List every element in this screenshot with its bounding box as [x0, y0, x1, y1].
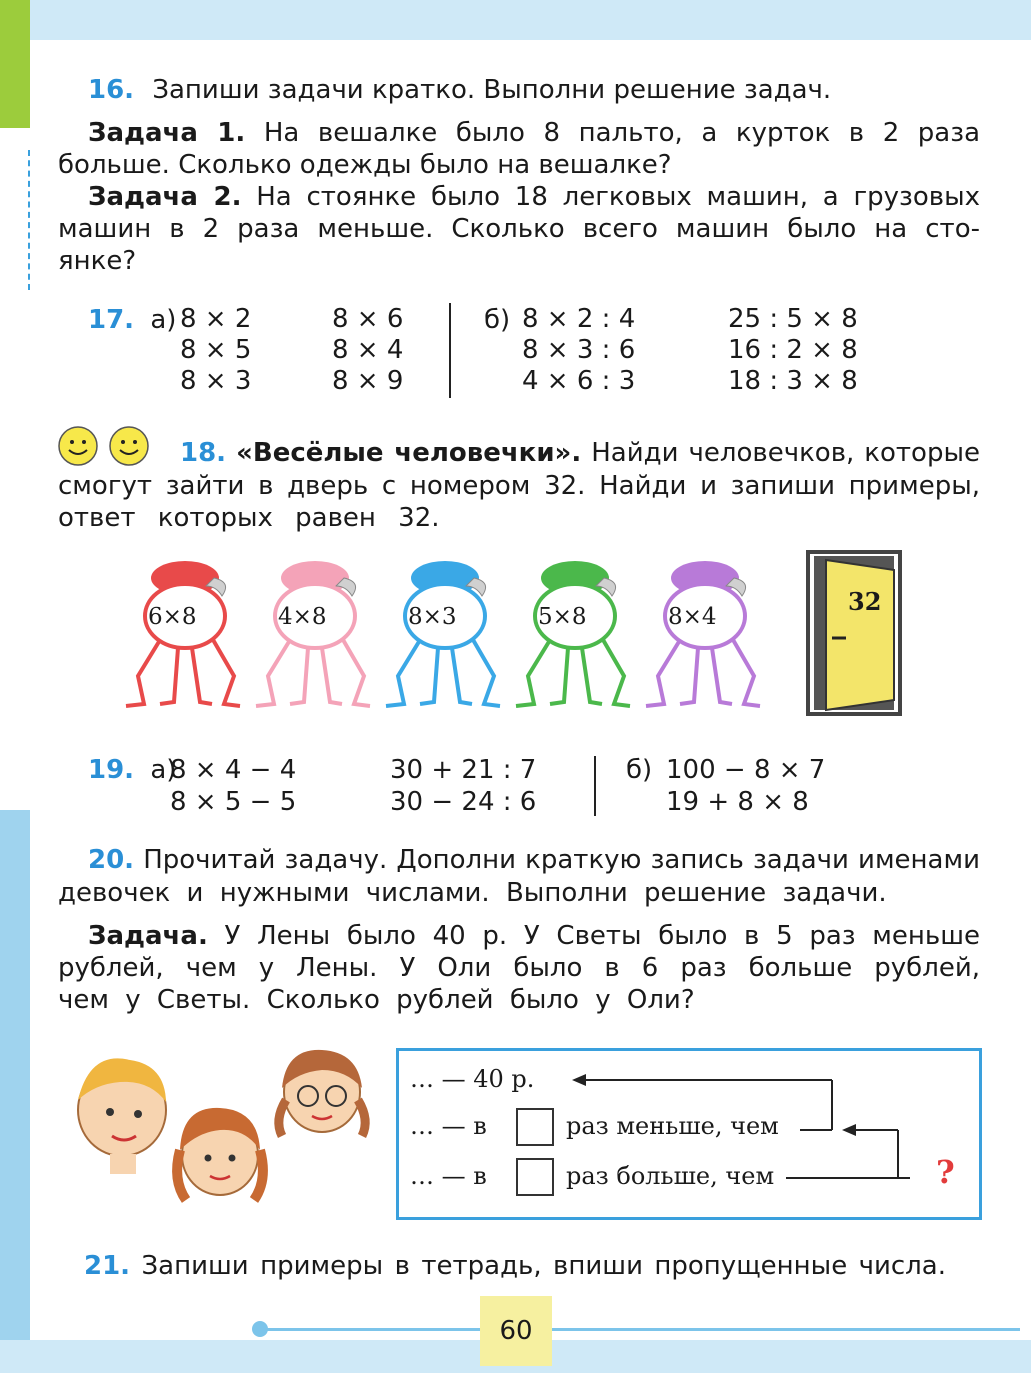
girl-face-left: [78, 1058, 166, 1174]
person-expression: 8×3: [408, 604, 457, 630]
expression: 8 × 5: [180, 335, 252, 365]
person-expression: 5×8: [538, 604, 587, 630]
task1-line1: Задача 1. На вешалке было 8 пальто, а курток в 2 раза: [88, 118, 980, 148]
expression: 8 × 9: [332, 366, 404, 396]
task2-line2: машин в 2 раза меньше. Сколько всего машин было на сто-: [58, 214, 980, 244]
little-person: [380, 556, 510, 716]
person-expression: 6×8: [148, 604, 197, 630]
footer-line: [260, 1328, 1020, 1331]
top-decor-band: [0, 0, 1031, 40]
expression: 8 × 2 : 4: [522, 304, 636, 334]
expression: 30 + 21 : 7: [390, 755, 537, 785]
scheme-arrows: [570, 1070, 910, 1190]
expression: 8 × 4: [332, 335, 404, 365]
task3-line1: Задача. У Лены было 40 р. У Светы было в 5 раз меньше: [88, 921, 980, 951]
task1-line2: больше. Сколько одежды было на вешалке?: [58, 150, 672, 180]
smiley-icon: [59, 427, 97, 465]
answer-box-less[interactable]: [516, 1108, 554, 1146]
exercise-18-line1: 18. «Весёлые человечки». Найди человечков, которые: [180, 438, 980, 468]
person-expression: 8×4: [668, 604, 717, 630]
scheme-row2-prefix: … — в: [410, 1112, 487, 1140]
little-people-row: [120, 556, 780, 716]
scheme-row3-suffix: раз больше, чем: [566, 1162, 775, 1190]
left-green-tab: [0, 0, 30, 128]
girl-face-middle: [177, 1108, 263, 1200]
little-person: [510, 556, 640, 716]
task2-line1: Задача 2. На стоянке было 18 легковых машин, а грузовых: [88, 182, 980, 212]
girl-face-right: [279, 1050, 365, 1136]
little-person: [250, 556, 380, 716]
expression: 19 + 8 × 8: [666, 787, 809, 817]
expression: 18 : 3 × 8: [728, 366, 858, 396]
task3-line2: рублей, чем у Лены. У Оли было в 6 раз больше рублей,: [58, 953, 980, 983]
ex17-col4: [728, 304, 858, 397]
expression: 30 − 24 : 6: [390, 787, 537, 817]
expression: 8 × 5 − 5: [170, 787, 297, 817]
scheme-row2-suffix: раз меньше, чем: [566, 1112, 779, 1140]
expression: 8 × 3: [180, 366, 252, 396]
ex17-separator: [449, 303, 451, 398]
ex17-part-b-label: б): [484, 305, 511, 335]
ex17-col2: [332, 304, 403, 397]
expression: 4 × 6 : 3: [522, 366, 636, 396]
door-icon: [806, 550, 904, 718]
ex19-col1: [170, 754, 296, 818]
task3-line3: чем у Светы. Сколько рублей было у Оли?: [58, 985, 695, 1015]
ex19-col2: [390, 754, 536, 818]
expression: 25 : 5 × 8: [728, 304, 858, 334]
ex17-col1: [180, 304, 251, 397]
ex19-part-b-label: б): [626, 755, 653, 785]
smiley-icons: [56, 424, 152, 468]
expression: 8 × 2: [180, 304, 252, 334]
little-person: [120, 556, 250, 716]
exercise-18-line2: смогут зайти в дверь с номером 32. Найди и запиши примеры,: [58, 471, 980, 501]
exercise-19-number: 19. а): [88, 755, 177, 785]
footer-dot: [252, 1321, 268, 1337]
margin-dashed-line: [28, 150, 30, 290]
left-blue-band: [0, 810, 30, 1373]
ex19-separator: [594, 756, 596, 816]
page-number: 60: [480, 1296, 552, 1366]
door-number: 32: [848, 587, 882, 616]
little-person: [640, 556, 770, 716]
smiley-icon: [110, 427, 148, 465]
scheme-row1: … — 40 р.: [410, 1065, 535, 1093]
expression: 8 × 6: [332, 304, 404, 334]
expression: 16 : 2 × 8: [728, 335, 858, 365]
exercise-20-line1: 20. Прочитай задачу. Дополни краткую запись задачи именами: [88, 845, 980, 875]
expression: 8 × 4 − 4: [170, 755, 297, 785]
question-mark: ?: [936, 1153, 955, 1191]
expression: 100 − 8 × 7: [666, 755, 826, 785]
exercise-16: 16. Запиши задачи кратко. Выполни решение задач.: [88, 75, 832, 105]
expression: 8 × 3 : 6: [522, 335, 636, 365]
ex17-col3: [522, 304, 635, 397]
scheme-row3-prefix: … — в: [410, 1162, 487, 1190]
exercise-17-number: 17. а): [88, 305, 177, 335]
person-expression: 4×8: [278, 604, 327, 630]
exercise-20-line2: девочек и нужными числами. Выполни решение задачи.: [58, 878, 887, 908]
ex19-col3: [666, 754, 825, 818]
exercise-18-line3: ответ которых равен 32.: [58, 503, 440, 533]
girls-illustration: [60, 1040, 380, 1220]
task2-line3: янке?: [58, 246, 137, 276]
exercise-21: 21. Запиши примеры в тетрадь, впиши пропущенные числа.: [84, 1251, 947, 1281]
answer-box-more[interactable]: [516, 1158, 554, 1196]
